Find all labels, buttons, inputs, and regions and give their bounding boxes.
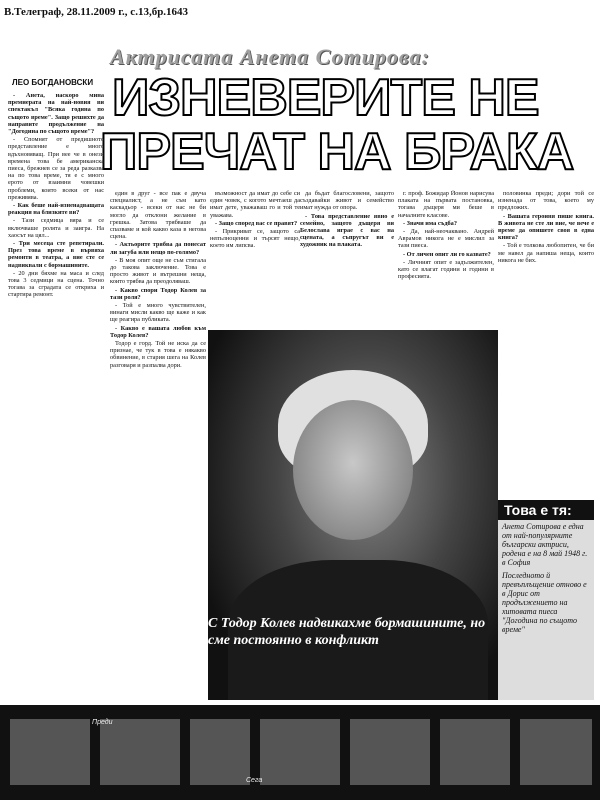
facts-title: Това е тя: (498, 500, 594, 520)
film-frame (350, 719, 430, 785)
paragraph: - Как беше най-изненадващата реакция на близките ви? (8, 202, 104, 217)
paragraph: да бъдат благословени, защото създавайки живот и семейство имат нужда от опора. (300, 190, 394, 212)
headline-line-1: ИЗНЕВЕРИТЕ НЕ (112, 69, 539, 127)
paragraph: г. проф. Божидар Йонов нарисува плаката на първата постановка, тогава дъщеря ми беше в началните класове. (398, 190, 494, 219)
paragraph: - Какво е вашата любов към Тодор Колев? (110, 324, 206, 339)
paragraph: - Той е много чувствителен, винаги мисли какво ще каже и как ще реагира публиката. (110, 302, 206, 324)
paragraph: - Прикриват се, защото са непълноценни и търсят нещо, което им липсва. (210, 228, 300, 250)
film-frame (100, 719, 180, 785)
label-before: Преди (92, 719, 113, 726)
text-column-1 (8, 92, 104, 692)
paragraph: - Анета, наскоро мина премиерата на най-новия ви спектакъл "Всяка година по същото време". Защо решихте да направите продължение на "Догодина по същото време"? (8, 92, 104, 136)
paragraph: - Вашата героиня пише книга. В живота не сте ли вие, че вече е време да опишете своя в една книга? (498, 212, 594, 242)
paragraph: - Актьорите трябва да понесат ли загуба или нещо по-голямо? (110, 241, 206, 256)
headline-line-2: ПРЕЧАТ НА БРАКА (100, 123, 574, 181)
film-strip (0, 705, 600, 800)
newspaper-header: В.Телеграф, 28.11.2009 г., с.13,бр.1643 (4, 6, 189, 18)
paragraph: - Защо според вас се правят? (215, 219, 298, 227)
fact-item: Последното й превъплъщение отново е в Дорис от продължението на хитовата пиеса "Догодина по същото време" (502, 571, 587, 634)
paragraph: - Три месеца сте репетирали. През това време в вървяха ремонти в театра, а вие сте се надвиквали с бормашините. (8, 240, 104, 269)
film-frame (190, 719, 250, 785)
fact-item: Анета Сотирова е една от най-популярните български актриси, родена е на 8 май 1948 г. в София (502, 522, 588, 567)
paragraph: - Това представление явно е семейно, защото дъщеря ви Белослава играе с вас на сцената, а съпругът ви е художник на плаката. (300, 212, 394, 249)
paragraph: един в друг - все пак е двуча специалист, а не съм като каскадьор - всеки от нас не би могло да отклони желание в грешка. Затова трябваше да спазваме и кой какво каза в негова сцена. (110, 190, 206, 241)
photo-face (293, 400, 413, 540)
film-frame (260, 719, 340, 785)
label-now: Сега (246, 777, 263, 784)
text-column-2 (110, 190, 206, 690)
text-column-4 (300, 190, 394, 330)
paragraph: - Той е толкова любопитен, че би ме навел да напиша неща, които никога не бих. (498, 242, 594, 264)
paragraph: - Личният опит е задължителен, като се влагат години и години в професията. (398, 258, 494, 281)
paragraph: - В моя опит още не съм стигала до такова заключение. Това е просто живот и вътрешни неща, които трябва да преодоляваш. (110, 256, 206, 286)
paragraph: половинка преди; дори той се изненада от това, което му предложих. (498, 190, 594, 212)
paragraph: - Да, най-неочаквано. Андрей Аврамов никога не е мислил за тази пиеса. (398, 228, 494, 250)
paragraph: Тодор е горд. Той не иска да се признае, че тук в това е някакво обвинение, в стария шега на Колев разговаря и разпалва дори. (110, 340, 206, 369)
film-frame (520, 719, 592, 785)
film-frame (10, 719, 90, 785)
pull-quote: С Тодор Колев надвикахме бормашините, но сме постоянно в конфликт (208, 616, 486, 648)
paragraph: - Значи има съдба? (403, 219, 457, 227)
text-column-6 (498, 190, 594, 490)
facts-box (498, 500, 594, 700)
byline: ЛЕО БОГДАНОВСКИ (12, 78, 94, 87)
paragraph: - 20 дни бяхме на маса и след това 3 седмици на сцена. Точно тогава за сградата се откриха и стартира ремонт. (8, 269, 104, 299)
paragraph: - Спомнят от предишното представление е много вдъхновяващ. При вее че в онези времена това бе американска пиеса, брежнев се за реда разказва на по това време, тя е с много ерото от взаимни човешки проблеми, които всеки от нас преживява. (8, 136, 104, 201)
paragraph: възможност да имат до себе си един човек, с когото мечтаеш да имат дете, уважаваш го и той те уважава. (210, 190, 300, 219)
paragraph: - От личен опит ли го казвате? (403, 250, 491, 258)
article-kicker: Актрисата Анета Сотирова: (110, 44, 430, 69)
film-frame (440, 719, 510, 785)
paragraph: - Какво спори Тодор Колев за тази роля? (110, 286, 206, 301)
paragraph: - Тази седмица вяра и се включваше ролята и заигра. На хаосът на цял... (8, 217, 104, 239)
